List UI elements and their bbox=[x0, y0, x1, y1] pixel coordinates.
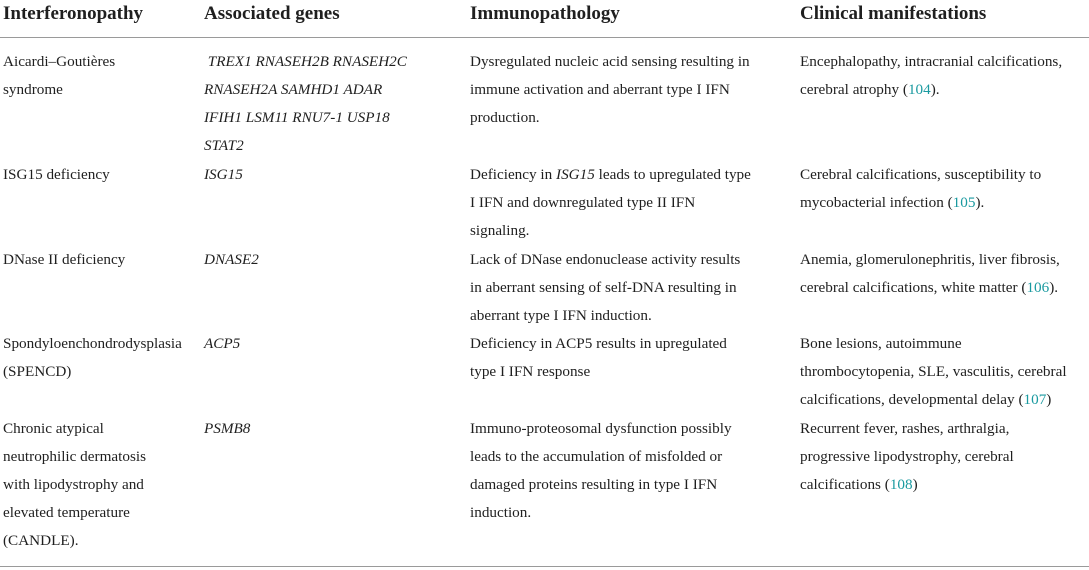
disorder-line: DNase II deficiency bbox=[3, 251, 126, 268]
disorder-line: (SPENCD) bbox=[3, 363, 72, 380]
clinical-line: Bone lesions, autoimmune bbox=[800, 335, 962, 352]
disorder-line: elevated temperature bbox=[3, 504, 130, 521]
gene-line: PSMB8 bbox=[204, 420, 251, 437]
clinical-line: thrombocytopenia, SLE, vasculitis, cerebral bbox=[800, 363, 1067, 380]
immunopathology-line: Dysregulated nucleic acid sensing resulting in bbox=[470, 53, 750, 70]
header-immunopathology: Immunopathology bbox=[470, 3, 620, 24]
immunopathology-line: immune activation and aberrant type I IFN bbox=[470, 81, 730, 98]
clinical-line: Cerebral calcifications, susceptibility to bbox=[800, 166, 1042, 183]
header-clinical-manifestations: Clinical manifestations bbox=[800, 3, 987, 24]
header-associated-genes: Associated genes bbox=[204, 3, 340, 24]
reference-link[interactable]: 104 bbox=[907, 81, 931, 98]
immunopathology-line: Deficiency in ISG15 leads to upregulated type bbox=[470, 166, 751, 183]
gene-line: IFIH1 LSM11 RNU7-1 USP18 bbox=[204, 109, 390, 126]
clinical-line: calcifications (108) bbox=[800, 476, 918, 493]
immunopathology-line: in aberrant sensing of self-DNA resulting in bbox=[470, 279, 737, 296]
gene-line: RNASEH2A SAMHD1 ADAR bbox=[204, 81, 383, 98]
immunopathology-line: Immuno-proteosomal dysfunction possibly bbox=[470, 420, 732, 437]
table-bottom-rule bbox=[0, 566, 1089, 567]
gene-line: ACP5 bbox=[204, 335, 241, 352]
clinical-line: calcifications, developmental delay (107) bbox=[800, 391, 1052, 408]
gene-line: TREX1 RNASEH2B RNASEH2C bbox=[204, 53, 407, 70]
reference-link[interactable]: 107 bbox=[1023, 391, 1047, 408]
disorder-line: Chronic atypical bbox=[3, 420, 104, 437]
disorder-line: neutrophilic dermatosis bbox=[3, 448, 146, 465]
clinical-line: Encephalopathy, intracranial calcifications, bbox=[800, 53, 1063, 70]
disorder-line: (CANDLE). bbox=[3, 532, 79, 549]
header-rule bbox=[0, 37, 1089, 38]
reference-link[interactable]: 106 bbox=[1026, 279, 1050, 296]
immunopathology-line: damaged proteins resulting in type I IFN bbox=[470, 476, 718, 493]
immunopathology-line: aberrant type I IFN induction. bbox=[470, 307, 652, 324]
gene-line: ISG15 bbox=[204, 166, 243, 183]
disorder-line: syndrome bbox=[3, 81, 63, 98]
clinical-line: Anemia, glomerulonephritis, liver fibrosis, bbox=[800, 251, 1060, 268]
disorder-line: ISG15 deficiency bbox=[3, 166, 110, 183]
immunopathology-line: I IFN and downregulated type II IFN bbox=[470, 194, 696, 211]
immunopathology-line: signaling. bbox=[470, 222, 530, 239]
immunopathology-line: leads to the accumulation of misfolded or bbox=[470, 448, 723, 465]
disorder-line: Spondyloenchondrodysplasia bbox=[3, 335, 182, 352]
immunopathology-line: type I IFN response bbox=[470, 363, 591, 380]
clinical-line: cerebral atrophy (104). bbox=[800, 81, 940, 98]
immunopathology-line: Lack of DNase endonuclease activity results bbox=[470, 251, 741, 268]
table-header-row bbox=[0, 0, 1089, 38]
clinical-line: mycobacterial infection (105). bbox=[800, 194, 985, 211]
reference-link[interactable]: 105 bbox=[952, 194, 976, 211]
immunopathology-line: induction. bbox=[470, 504, 532, 521]
immunopathology-line: Deficiency in ACP5 results in upregulated bbox=[470, 335, 727, 352]
clinical-line: progressive lipodystrophy, cerebral bbox=[800, 448, 1014, 465]
gene-line: STAT2 bbox=[204, 137, 244, 154]
gene-line: DNASE2 bbox=[204, 251, 259, 268]
clinical-line: Recurrent fever, rashes, arthralgia, bbox=[800, 420, 1010, 437]
disorder-line: with lipodystrophy and bbox=[3, 476, 144, 493]
reference-link[interactable]: 108 bbox=[889, 476, 913, 493]
clinical-line: cerebral calcifications, white matter (106). bbox=[800, 279, 1059, 296]
immunopathology-line: production. bbox=[470, 109, 540, 126]
disorder-line: Aicardi–Goutières bbox=[3, 53, 116, 70]
header-interferonopathy: Interferonopathy bbox=[3, 3, 144, 24]
